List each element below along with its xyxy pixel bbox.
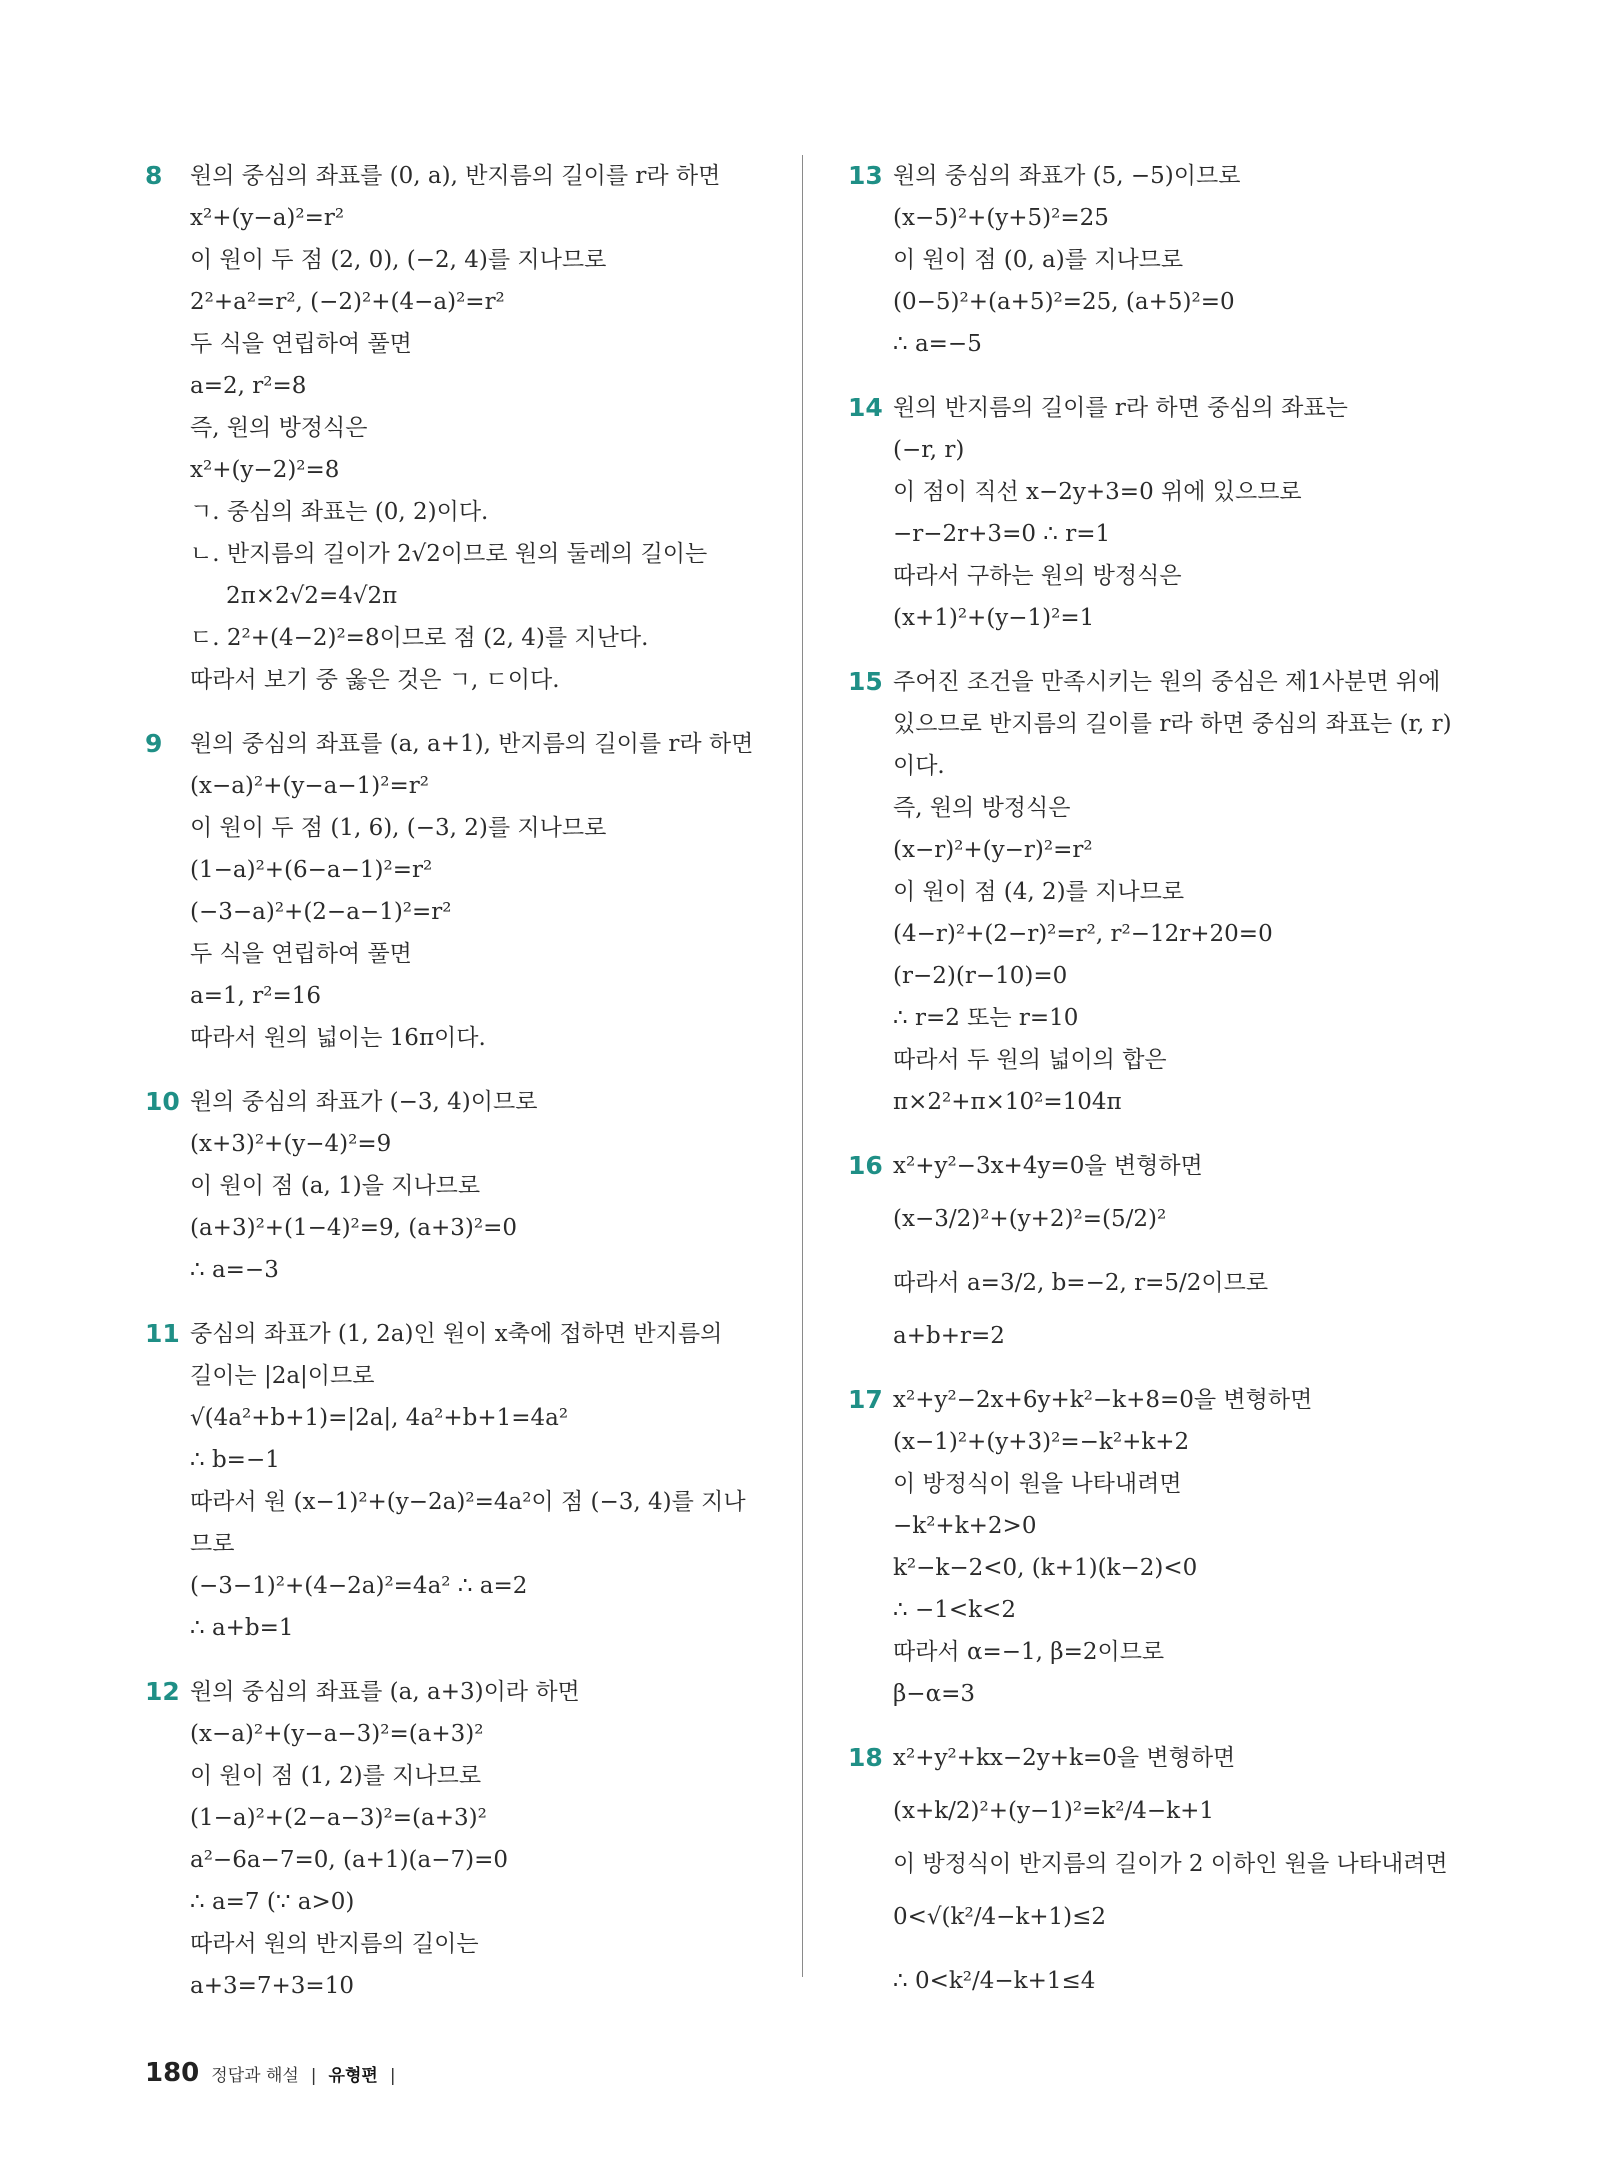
problem-8: [145, 155, 785, 701]
problem-16: [848, 1145, 1468, 1357]
problem-13: [848, 155, 1468, 365]
solution-line: (r−2)(r−10)=0: [893, 963, 1068, 989]
solution-line: (x+1)²+(y−1)²=1: [893, 605, 1095, 631]
solution-line: a=1, r²=16: [190, 983, 321, 1009]
solution-line: (4−r)²+(2−r)²=r², r²−12r+20=0: [893, 921, 1273, 947]
solution-line: −r−2r+3=0 ∴ r=1: [893, 521, 1111, 547]
solution-line: ∴ −1<k<2: [893, 1597, 1016, 1623]
solution-line: ㄱ. 중심의 좌표는 (0, 2)이다.: [190, 499, 489, 525]
solution-line: 따라서 α=−1, β=2이므로: [893, 1639, 1165, 1665]
solution-line: 원의 중심의 좌표를 (0, a), 반지름의 길이를 r라 하면: [190, 163, 721, 189]
problem-number: 16: [848, 1151, 883, 1180]
solution-line: (1−a)²+(6−a−1)²=r²: [190, 857, 433, 883]
solution-line: 0<√(k²/4−k+1)≤2: [893, 1904, 1107, 1930]
solution-line: 원의 중심의 좌표가 (5, −5)이므로: [893, 163, 1241, 189]
solution-line: ∴ a=7 (∵ a>0): [190, 1889, 355, 1915]
problem-number: 9: [145, 729, 163, 758]
problem-11: [145, 1313, 785, 1649]
solution-line: 므로: [190, 1531, 235, 1557]
solution-line: 이 원이 점 (4, 2)를 지나므로: [893, 879, 1185, 905]
solution-line: 이 점이 직선 x−2y+3=0 위에 있으므로: [893, 479, 1302, 505]
problem-15: [848, 661, 1468, 1123]
problem-number: 11: [145, 1319, 180, 1348]
solution-line: 이 방정식이 반지름의 길이가 2 이하인 원을 나타내려면: [893, 1851, 1448, 1877]
solution-line: (x−1)²+(y+3)²=−k²+k+2: [893, 1429, 1190, 1455]
solution-line: a=2, r²=8: [190, 373, 307, 399]
solution-line: ∴ a=−5: [893, 331, 982, 357]
problem-number: 13: [848, 161, 883, 190]
solution-line: x²+y²−3x+4y=0을 변형하면: [893, 1153, 1203, 1179]
solution-line: 즉, 원의 방정식은: [190, 415, 368, 441]
solution-line: (x+3)²+(y−4)²=9: [190, 1131, 392, 1157]
left-column: [145, 155, 785, 2029]
solution-line: ∴ r=2 또는 r=10: [893, 1005, 1079, 1031]
solution-line: −k²+k+2>0: [893, 1513, 1037, 1539]
solution-line: x²+(y−2)²=8: [190, 457, 340, 483]
solution-line: 이 원이 두 점 (1, 6), (−3, 2)를 지나므로: [190, 815, 607, 841]
solution-line: (−3−a)²+(2−a−1)²=r²: [190, 899, 452, 925]
solution-line: 있으므로 반지름의 길이를 r라 하면 중심의 좌표는 (r, r): [893, 711, 1452, 737]
solution-line: 이 원이 점 (0, a)를 지나므로: [893, 247, 1184, 273]
solution-line: 따라서 원 (x−1)²+(y−2a)²=4a²이 점 (−3, 4)를 지나: [190, 1489, 746, 1515]
problem-number: 18: [848, 1743, 883, 1772]
problem-12: [145, 1671, 785, 2007]
edition-label: 유형편: [328, 2066, 378, 2086]
solution-line: 두 식을 연립하여 풀면: [190, 331, 412, 357]
solution-line: 2π×2√2=4√2π: [226, 583, 398, 609]
solution-line: 이 원이 점 (a, 1)을 지나므로: [190, 1173, 481, 1199]
column-divider: [802, 155, 803, 1977]
solution-line: (−3−1)²+(4−2a)²=4a² ∴ a=2: [190, 1573, 528, 1599]
solution-line: x²+y²−2x+6y+k²−k+8=0을 변형하면: [893, 1387, 1313, 1413]
problem-number: 12: [145, 1677, 180, 1706]
solution-line: a²−6a−7=0, (a+1)(a−7)=0: [190, 1847, 509, 1873]
solution-line: β−α=3: [893, 1681, 976, 1707]
solution-line: ∴ b=−1: [190, 1447, 280, 1473]
solution-line: 중심의 좌표가 (1, 2a)인 원이 x축에 접하면 반지름의: [190, 1321, 723, 1347]
solution-line: 원의 중심의 좌표가 (−3, 4)이므로: [190, 1089, 538, 1115]
solution-line: (x−3/2)²+(y+2)²=(5/2)²: [893, 1206, 1167, 1232]
solution-line: 두 식을 연립하여 풀면: [190, 941, 412, 967]
solution-line: 따라서 원의 넓이는 16π이다.: [190, 1025, 486, 1051]
solution-line: (x+k/2)²+(y−1)²=k²/4−k+1: [893, 1798, 1214, 1824]
solution-line: 주어진 조건을 만족시키는 원의 중심은 제1사분면 위에: [893, 669, 1441, 695]
solution-line: x²+y²+kx−2y+k=0을 변형하면: [893, 1745, 1236, 1771]
solution-line: 2²+a²=r², (−2)²+(4−a)²=r²: [190, 289, 505, 315]
solution-line: 이 원이 점 (1, 2)를 지나므로: [190, 1763, 482, 1789]
book-title: 정답과 해설: [211, 2066, 299, 2086]
solution-line: ∴ 0<k²/4−k+1≤4: [893, 1968, 1096, 1994]
solution-line: a+3=7+3=10: [190, 1973, 354, 1999]
solution-line: 이 방정식이 원을 나타내려면: [893, 1471, 1182, 1497]
solution-line: (−r, r): [893, 437, 965, 463]
solution-line: (x−r)²+(y−r)²=r²: [893, 837, 1093, 863]
solution-line: ∴ a=−3: [190, 1257, 279, 1283]
solution-line: 따라서 두 원의 넓이의 합은: [893, 1047, 1167, 1073]
solution-line: a+b+r=2: [893, 1323, 1005, 1349]
footer-separator: |: [310, 2066, 317, 2086]
solution-line: x²+(y−a)²=r²: [190, 205, 345, 231]
problem-number: 17: [848, 1385, 883, 1414]
solution-line: (a+3)²+(1−4)²=9, (a+3)²=0: [190, 1215, 517, 1241]
solution-line: π×2²+π×10²=104π: [893, 1089, 1122, 1115]
solution-line: 원의 반지름의 길이를 r라 하면 중심의 좌표는: [893, 395, 1348, 421]
solution-line: (0−5)²+(a+5)²=25, (a+5)²=0: [893, 289, 1235, 315]
right-column: [848, 155, 1468, 2035]
solution-line: 원의 중심의 좌표를 (a, a+3)이라 하면: [190, 1679, 580, 1705]
problem-18: [848, 1737, 1468, 2013]
solution-line: ㄷ. 2²+(4−2)²=8이므로 점 (2, 4)를 지난다.: [190, 625, 649, 651]
solution-line: √(4a²+b+1)=|2a|, 4a²+b+1=4a²: [190, 1405, 569, 1431]
solution-line: k²−k−2<0, (k+1)(k−2)<0: [893, 1555, 1198, 1581]
problem-17: [848, 1379, 1468, 1715]
problem-14: [848, 387, 1468, 639]
solution-line: 따라서 구하는 원의 방정식은: [893, 563, 1182, 589]
solution-line: ㄴ. 반지름의 길이가 2√2이므로 원의 둘레의 길이는: [190, 541, 708, 567]
problem-number: 10: [145, 1087, 180, 1116]
problem-10: [145, 1081, 785, 1291]
solution-line: (x−5)²+(y+5)²=25: [893, 205, 1109, 231]
solution-line: (x−a)²+(y−a−3)²=(a+3)²: [190, 1721, 484, 1747]
problem-number: 15: [848, 667, 883, 696]
solution-line: 따라서 원의 반지름의 길이는: [190, 1931, 479, 1957]
solution-line: 원의 중심의 좌표를 (a, a+1), 반지름의 길이를 r라 하면: [190, 731, 754, 757]
problem-9: [145, 723, 785, 1059]
solution-line: 따라서 a=3/2, b=−2, r=5/2이므로: [893, 1270, 1269, 1296]
solution-line: 즉, 원의 방정식은: [893, 795, 1071, 821]
problem-number: 14: [848, 393, 883, 422]
page-number: 180: [145, 2058, 200, 2088]
solution-line: 이다.: [893, 753, 945, 779]
solution-line: (x−a)²+(y−a−1)²=r²: [190, 773, 429, 799]
solution-line: 길이는 |2a|이므로: [190, 1363, 375, 1389]
solution-line: (1−a)²+(2−a−3)²=(a+3)²: [190, 1805, 487, 1831]
solution-line: 이 원이 두 점 (2, 0), (−2, 4)를 지나므로: [190, 247, 607, 273]
solution-line: ∴ a+b=1: [190, 1615, 294, 1641]
problem-number: 8: [145, 161, 163, 190]
footer-separator: |: [389, 2066, 396, 2086]
page-footer: [145, 2058, 396, 2088]
solution-line: 따라서 보기 중 옳은 것은 ㄱ, ㄷ이다.: [190, 667, 560, 693]
